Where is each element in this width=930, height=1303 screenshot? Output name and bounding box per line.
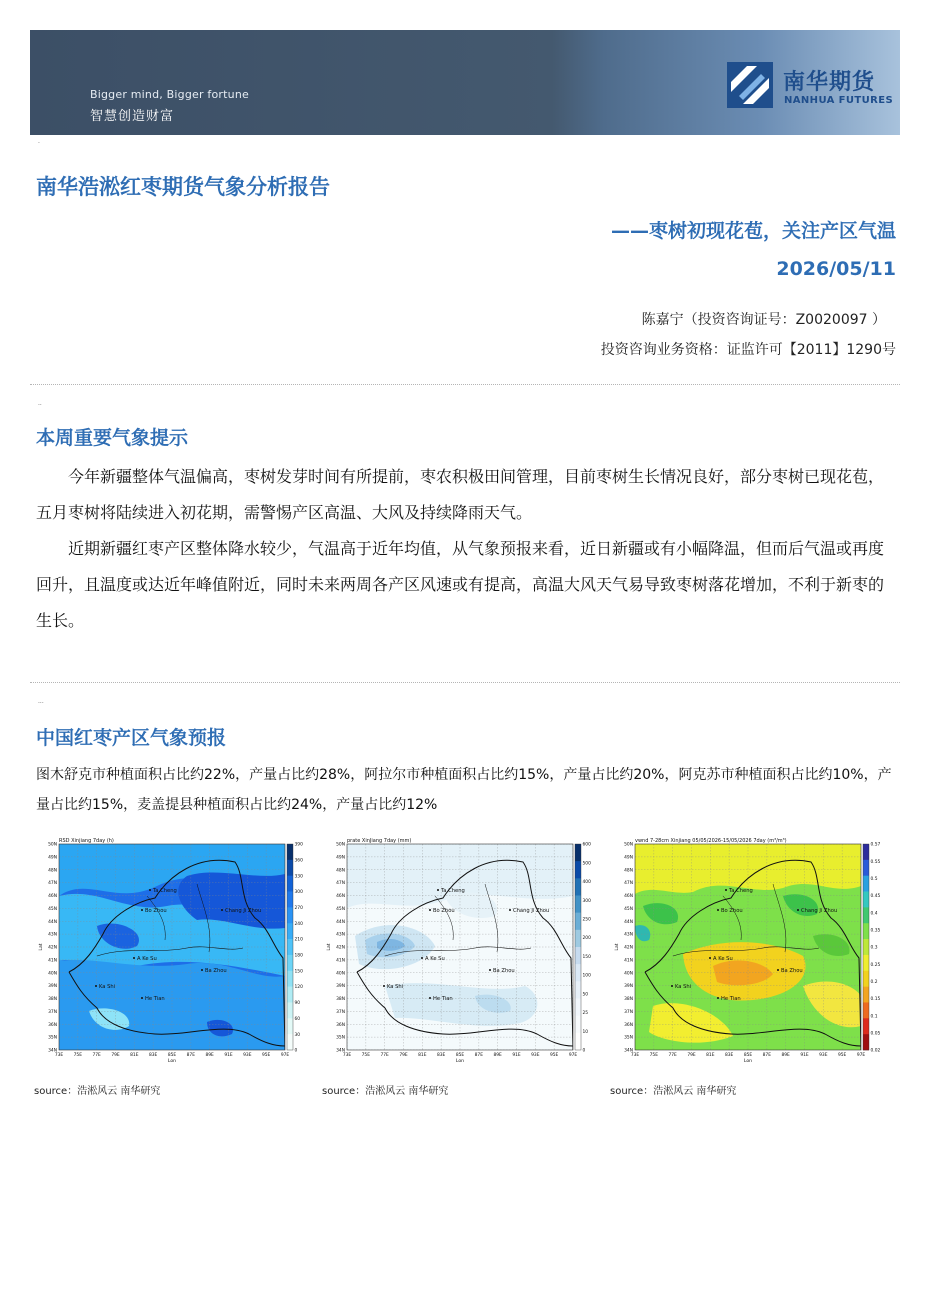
colorbar-swatch (575, 878, 581, 895)
city-marker (717, 997, 719, 999)
lat-tick-label: 35N (624, 1035, 633, 1041)
colorbar-tick-label: 0.25 (870, 962, 881, 968)
lat-tick-label: 50N (624, 842, 633, 848)
lon-tick-label: 81E (418, 1053, 427, 1058)
lat-tick-label: 37N (624, 1009, 633, 1015)
lon-tick-label: 77E (380, 1053, 389, 1058)
colorbar-swatch (287, 876, 293, 892)
slogan-cn: 智慧创造财富 (90, 109, 175, 124)
city-label: A Ke Su (425, 956, 445, 962)
city-marker (201, 969, 203, 971)
lat-tick-label: 43N (48, 932, 57, 938)
city-marker (383, 985, 385, 987)
lat-tick-label: 49N (336, 855, 345, 861)
colorbar-swatch (575, 947, 581, 964)
lat-tick-label: 49N (48, 855, 57, 861)
city-marker (725, 889, 727, 891)
lon-tick-label: 77E (92, 1053, 101, 1058)
colorbar-swatch (287, 955, 293, 971)
city-marker (149, 889, 151, 891)
lat-tick-label: 38N (336, 997, 345, 1003)
city-label: Chang Ji Zhou (801, 908, 838, 914)
lon-tick-label: 85E (743, 1053, 753, 1058)
city-marker (797, 909, 799, 911)
lat-tick-label: 40N (336, 971, 345, 977)
colorbar-swatch (863, 876, 869, 892)
lat-tick-label: 45N (336, 906, 345, 912)
city-marker (777, 969, 779, 971)
lat-tick-label: 38N (48, 997, 57, 1003)
colorbar-tick-label: 250 (582, 917, 591, 923)
city-label: He Tian (433, 996, 453, 1002)
lat-tick-label: 39N (48, 984, 57, 990)
colorbar-tick-label: 390 (294, 842, 303, 848)
lat-tick-label: 38N (624, 997, 633, 1003)
colorbar-tick-label: 25 (582, 1011, 589, 1017)
city-marker (421, 957, 423, 959)
slogan-en: Bigger mind, Bigger fortune (90, 88, 249, 101)
colorbar-tick-label: 0.2 (870, 979, 878, 985)
lon-tick-label: 81E (706, 1053, 715, 1058)
lat-tick-label: 43N (624, 932, 633, 938)
map-title: prate XinJiang 7day (mm) (347, 838, 412, 844)
lat-tick-label: 48N (336, 868, 345, 874)
lon-tick-label: 93E (819, 1053, 828, 1058)
lon-tick-label: 87E (186, 1053, 196, 1058)
lat-tick-label: 49N (624, 855, 633, 861)
colorbar-tick-label: 10 (582, 1029, 589, 1035)
city-marker (709, 957, 711, 959)
header-banner (30, 30, 900, 135)
colorbar-swatch (287, 1034, 293, 1050)
lon-tick-label: 83E (148, 1053, 158, 1058)
lat-tick-label: 47N (336, 881, 345, 887)
colorbar-swatch (287, 987, 293, 1003)
lon-tick-label: 95E (261, 1053, 271, 1058)
map-xlabel: Lon (167, 1059, 177, 1064)
lat-tick-label: 39N (624, 984, 633, 990)
colorbar-swatch (575, 861, 581, 878)
city-label: A Ke Su (137, 956, 157, 962)
lon-tick-label: 79E (687, 1053, 696, 1058)
colorbar-tick-label: 150 (294, 969, 303, 975)
lon-tick-label: 87E (762, 1053, 772, 1058)
lat-tick-label: 45N (48, 906, 57, 912)
nanhua-logo (727, 62, 897, 112)
map-ylabel: Lat (615, 943, 620, 951)
map-ylabel: Lat (327, 943, 332, 951)
colorbar-tick-label: 0.15 (870, 997, 881, 1003)
lon-tick-label: 91E (800, 1053, 809, 1058)
lon-tick-label: 79E (399, 1053, 408, 1058)
colorbar-swatch (575, 964, 581, 981)
lat-tick-label: 41N (336, 958, 345, 964)
colorbar-swatch (287, 892, 293, 908)
colorbar-tick-label: 270 (294, 905, 303, 911)
report-license: 投资咨询业务资格：证监许可【2011】1290号 (600, 342, 896, 358)
colorbar-tick-label: 210 (294, 937, 303, 943)
lat-tick-label: 43N (336, 932, 345, 938)
colorbar-swatch (287, 907, 293, 923)
lat-tick-label: 36N (336, 1022, 345, 1028)
colorbar-tick-label: 180 (294, 953, 303, 959)
city-marker (437, 889, 439, 891)
map-xlabel: Lon (743, 1059, 753, 1064)
city-marker (133, 957, 135, 959)
marker-dot: · (38, 140, 40, 147)
lat-tick-label: 41N (48, 958, 57, 964)
lat-tick-label: 37N (336, 1009, 345, 1015)
colorbar-tick-label: 300 (294, 890, 303, 896)
lon-tick-label: 87E (474, 1053, 484, 1058)
colorbar-tick-label: 50 (582, 992, 589, 998)
lat-tick-label: 36N (624, 1022, 633, 1028)
lat-tick-label: 44N (48, 919, 57, 925)
lon-tick-label: 73E (54, 1053, 64, 1058)
section-heading-forecast: 中国红枣产区气象预报 (36, 727, 227, 749)
lon-tick-label: 97E (568, 1053, 578, 1058)
lon-tick-label: 95E (837, 1053, 847, 1058)
colorbar-tick-label: 90 (294, 1001, 301, 1007)
colorbar-swatch (863, 844, 869, 860)
colorbar-tick-label: 0.4 (870, 911, 878, 917)
map-source-2: source：浩淞风云 南华研究 (322, 1086, 449, 1097)
section-heading-weather-tips: 本周重要气象提示 (36, 427, 189, 449)
map-soil-moisture (613, 836, 883, 1066)
lat-tick-label: 46N (624, 894, 633, 900)
lon-tick-label: 95E (549, 1053, 559, 1058)
colorbar-tick-label: 0.02 (870, 1048, 881, 1054)
colorbar-swatch (575, 896, 581, 913)
lon-tick-label: 89E (781, 1053, 790, 1058)
lon-tick-label: 91E (512, 1053, 521, 1058)
colorbar-tick-label: 500 (582, 861, 591, 867)
map-figure (325, 836, 595, 1066)
lat-tick-label: 35N (48, 1035, 57, 1041)
city-label: A Ke Su (713, 956, 733, 962)
colorbar-swatch (863, 1018, 869, 1034)
map-precipitation (325, 836, 595, 1066)
city-label: Bo Zhou (145, 908, 167, 914)
lon-tick-label: 97E (856, 1053, 866, 1058)
colorbar-tick-label: 0.57 (870, 842, 881, 848)
lat-tick-label: 42N (48, 945, 57, 951)
divider (30, 384, 900, 385)
map-source-3: source：浩淞风云 南华研究 (610, 1086, 737, 1097)
colorbar-swatch (287, 1002, 293, 1018)
colorbar-swatch (287, 1018, 293, 1034)
lat-tick-label: 45N (624, 906, 633, 912)
lon-tick-label: 75E (361, 1053, 371, 1058)
colorbar-swatch (575, 981, 581, 998)
map-raster (347, 844, 573, 1050)
colorbar-swatch (287, 844, 293, 860)
lat-tick-label: 39N (336, 984, 345, 990)
map-figure (613, 836, 883, 1066)
lon-tick-label: 73E (342, 1053, 352, 1058)
colorbar-tick-label: 0 (582, 1048, 586, 1054)
lon-tick-label: 81E (130, 1053, 139, 1058)
colorbar-swatch (863, 1002, 869, 1018)
city-label: Ta Cheng (729, 888, 753, 894)
city-marker (429, 909, 431, 911)
city-label: Ba Zhou (493, 968, 515, 974)
lat-tick-label: 46N (48, 894, 57, 900)
colorbar-tick-label: 0.45 (870, 894, 881, 900)
lat-tick-label: 47N (48, 881, 57, 887)
lat-tick-label: 50N (336, 842, 345, 848)
logo-text-en: NANHUA FUTURES (784, 95, 894, 106)
map-title: RSD Xinjiang 7day (h) (59, 838, 114, 844)
marker-dot: ·· (38, 402, 42, 409)
colorbar-tick-label: 0.05 (870, 1031, 881, 1037)
city-label: Chang Ji Zhou (513, 908, 550, 914)
map-figure (37, 836, 307, 1066)
colorbar-swatch (575, 913, 581, 930)
colorbar-tick-label: 0.55 (870, 859, 881, 865)
lon-tick-label: 93E (531, 1053, 540, 1058)
city-label: Ka Shi (387, 984, 404, 990)
colorbar-swatch (863, 860, 869, 876)
city-marker (141, 997, 143, 999)
lat-tick-label: 40N (48, 971, 57, 977)
colorbar-tick-label: 400 (582, 880, 591, 886)
report-author: 陈嘉宁（投资咨询证号：Z0020097 ） (641, 312, 886, 328)
lat-tick-label: 42N (624, 945, 633, 951)
colorbar-tick-label: 240 (294, 921, 303, 927)
map-sunshine-duration (37, 836, 307, 1066)
map-title: vwnd 7-28cm Xinjiang 05/05/2026-15/05/2026 7day (m³/m³) (635, 838, 787, 844)
map-xlabel: Lon (455, 1059, 465, 1064)
colorbar-swatch (863, 892, 869, 908)
lon-tick-label: 83E (724, 1053, 734, 1058)
city-label: Ba Zhou (205, 968, 227, 974)
lat-tick-label: 36N (48, 1022, 57, 1028)
lon-tick-label: 97E (280, 1053, 290, 1058)
paragraph-1: 今年新疆整体气温偏高，枣树发芽时间有所提前，枣农积极田间管理，目前枣树生长情况良好，部分枣树已现花苞，五月枣树将陆续进入初花期，需警惕产区高温、大风及持续降雨天气。 (36, 467, 885, 522)
colorbar-swatch (575, 844, 581, 861)
colorbar-swatch (287, 939, 293, 955)
lon-tick-label: 89E (205, 1053, 214, 1058)
lon-tick-label: 73E (630, 1053, 640, 1058)
lat-tick-label: 44N (624, 919, 633, 925)
colorbar-tick-label: 100 (582, 973, 591, 979)
lon-tick-label: 79E (111, 1053, 120, 1058)
city-marker (141, 909, 143, 911)
lat-tick-label: 48N (48, 868, 57, 874)
city-label: Bo Zhou (433, 908, 455, 914)
lat-tick-label: 34N (336, 1048, 345, 1054)
map-raster (635, 844, 861, 1050)
colorbar-tick-label: 0.3 (870, 945, 878, 951)
colorbar-swatch (863, 939, 869, 955)
production-share-text: 图木舒克市种植面积占比约22%，产量占比约28%，阿拉尔市种植面积占比约15%，产量占比约20%，阿克苏市种植面积占比约10%，产量占比约15%，麦盖提县种植面积占比约24%，产量占比约12% (36, 767, 892, 813)
colorbar-swatch (863, 1034, 869, 1050)
city-marker (429, 997, 431, 999)
city-label: Ta Cheng (441, 888, 465, 894)
colorbar-tick-label: 0.5 (870, 876, 878, 882)
lon-tick-label: 83E (436, 1053, 446, 1058)
lat-tick-label: 34N (624, 1048, 633, 1054)
lon-tick-label: 77E (668, 1053, 677, 1058)
paragraph-2: 近期新疆红枣产区整体降水较少，气温高于近年均值，从气象预报来看，近日新疆或有小幅降温，但而后气温或再度回升，且温度或达近年峰值附近，同时未来两周各产区风速或有提高，高温大风天气易导致枣树落花增加，不利于新枣的生长。 (36, 539, 885, 630)
colorbar-tick-label: 330 (294, 874, 303, 880)
city-label: Ta Cheng (153, 888, 177, 894)
colorbar-tick-label: 150 (582, 954, 591, 960)
colorbar-swatch (575, 999, 581, 1016)
lon-tick-label: 75E (649, 1053, 659, 1058)
colorbar-tick-label: 60 (294, 1016, 301, 1022)
city-marker (509, 909, 511, 911)
colorbar-swatch (287, 971, 293, 987)
colorbar-tick-label: 30 (294, 1032, 301, 1038)
city-label: Ba Zhou (781, 968, 803, 974)
map-ylabel: Lat (39, 943, 44, 951)
city-marker (95, 985, 97, 987)
colorbar-swatch (863, 971, 869, 987)
city-label: Ka Shi (99, 984, 116, 990)
report-subtitle: ——枣树初现花苞，关注产区气温 (610, 220, 896, 242)
lon-tick-label: 89E (493, 1053, 502, 1058)
city-label: Chang Ji Zhou (225, 908, 262, 914)
lat-tick-label: 46N (336, 894, 345, 900)
lat-tick-label: 37N (48, 1009, 57, 1015)
colorbar-swatch (863, 907, 869, 923)
lon-tick-label: 85E (455, 1053, 465, 1058)
lat-tick-label: 48N (624, 868, 633, 874)
divider (30, 682, 900, 683)
report-date: 2026/05/11 (776, 258, 896, 280)
colorbar-swatch (863, 955, 869, 971)
city-label: Bo Zhou (721, 908, 743, 914)
lat-tick-label: 47N (624, 881, 633, 887)
colorbar-tick-label: 0 (294, 1048, 298, 1054)
map-source-1: source：浩淞风云 南华研究 (34, 1086, 161, 1097)
colorbar-tick-label: 0.35 (870, 928, 881, 934)
colorbar-swatch (287, 923, 293, 939)
report-title: 南华浩淞红枣期货气象分析报告 (36, 175, 330, 199)
colorbar-tick-label: 200 (582, 936, 591, 942)
colorbar-tick-label: 120 (294, 985, 303, 991)
nanhua-logo-icon (727, 62, 773, 108)
colorbar-swatch (575, 930, 581, 947)
lon-tick-label: 93E (243, 1053, 252, 1058)
lat-tick-label: 35N (336, 1035, 345, 1041)
lon-tick-label: 91E (224, 1053, 233, 1058)
marker-dot: ··· (38, 700, 44, 707)
colorbar-tick-label: 300 (582, 898, 591, 904)
lat-tick-label: 41N (624, 958, 633, 964)
colorbar-swatch (575, 1033, 581, 1050)
colorbar-tick-label: 600 (582, 842, 591, 848)
lat-tick-label: 34N (48, 1048, 57, 1054)
colorbar-swatch (863, 923, 869, 939)
lat-tick-label: 42N (336, 945, 345, 951)
lat-tick-label: 50N (48, 842, 57, 848)
city-marker (489, 969, 491, 971)
map-raster (59, 844, 285, 1050)
city-marker (671, 985, 673, 987)
city-label: He Tian (721, 996, 741, 1002)
lon-tick-label: 85E (167, 1053, 177, 1058)
lon-tick-label: 75E (73, 1053, 83, 1058)
city-label: Ka Shi (675, 984, 692, 990)
colorbar-tick-label: 360 (294, 858, 303, 864)
lat-tick-label: 40N (624, 971, 633, 977)
colorbar-tick-label: 0.1 (870, 1014, 878, 1020)
colorbar-swatch (575, 1016, 581, 1033)
city-label: He Tian (145, 996, 165, 1002)
city-marker (221, 909, 223, 911)
colorbar-swatch (863, 987, 869, 1003)
lat-tick-label: 44N (336, 919, 345, 925)
colorbar-swatch (287, 860, 293, 876)
logo-text-cn: 南华期货 (783, 70, 876, 95)
city-marker (717, 909, 719, 911)
